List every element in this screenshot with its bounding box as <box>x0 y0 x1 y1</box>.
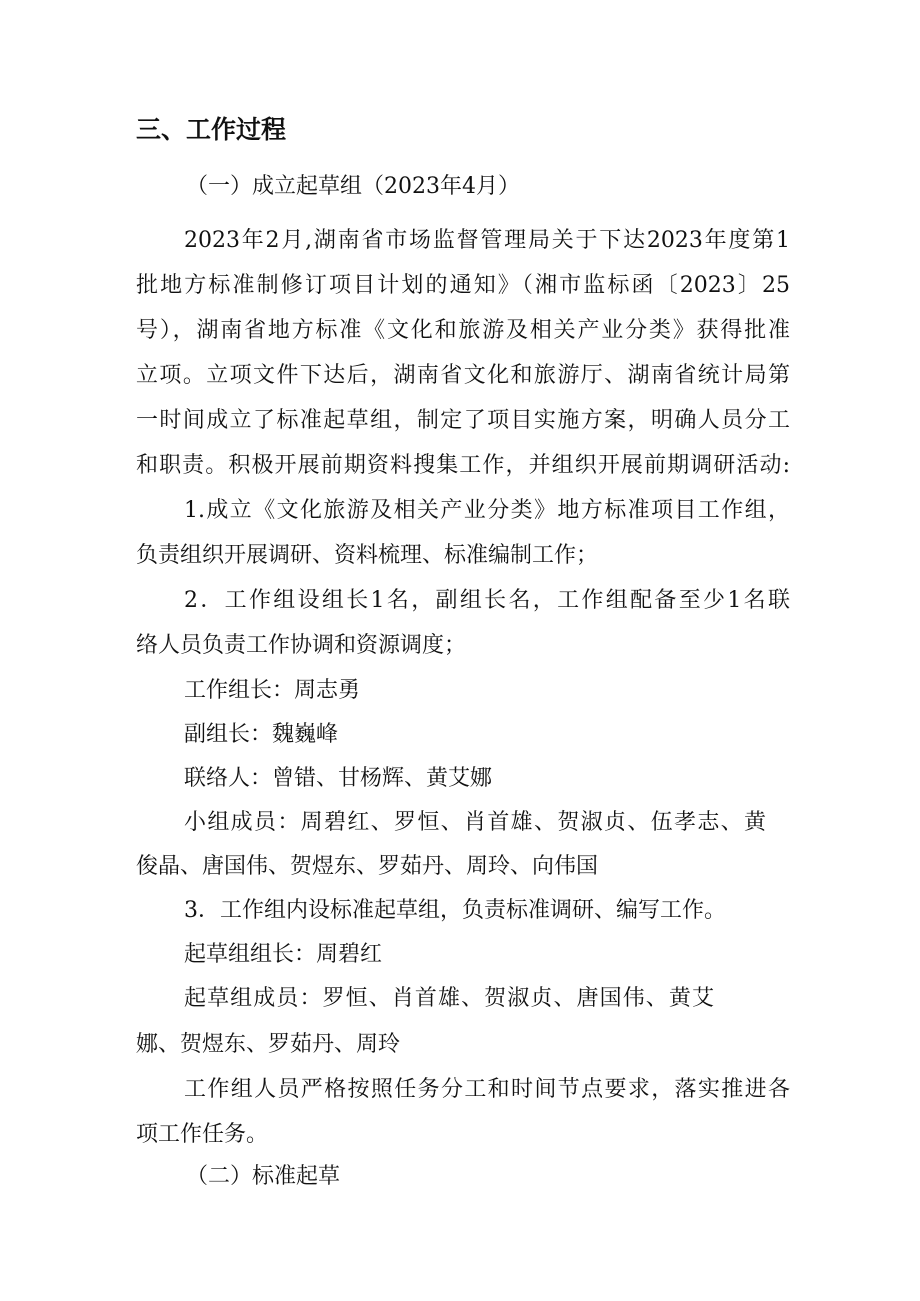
list-item-1-cont: 负责组织开展调研、资料梳理、标准编制工作； <box>136 543 599 568</box>
paragraph-line: 一时间成立了标准起草组，制定了项目实施方案，明确人员分工 <box>136 408 790 433</box>
list-item-2: 2．工作组设组长1名，副组长名，工作组配备至少1名联 <box>184 588 790 613</box>
list-item-3: 3．工作组内设标准起草组，负责标准调研、编写工作。 <box>184 898 726 923</box>
group-members-cont: 俊晶、唐国伟、贺煜东、罗茹丹、周玲、向伟国 <box>136 854 599 879</box>
contacts: 联络人：曾错、甘杨辉、黄艾娜 <box>184 766 493 791</box>
paragraph-line: 和职责。积极开展前期资料搜集工作，并组织开展前期调研活动: <box>136 453 790 478</box>
draft-members-cont: 娜、贺煜东、罗茹丹、周玲 <box>136 1032 401 1057</box>
list-item-2-cont: 络人员负责工作协调和资源调度； <box>136 633 467 658</box>
paragraph-line: 号），湖南省地方标准《文化和旅游及相关产业分类》获得批准 <box>136 318 790 343</box>
paragraph-line: 立项。立项文件下达后，湖南省文化和旅游厅、湖南省统计局第 <box>136 363 790 388</box>
list-item-1: 1.成立《文化旅游及相关产业分类》地方标准项目工作组， <box>184 498 790 523</box>
draft-leader: 起草组组长：周碧红 <box>184 942 383 967</box>
group-members: 小组成员：周碧红、罗恒、肖首雄、贺淑贞、伍孝志、黄 <box>184 810 766 835</box>
section-heading: 三、工作过程 <box>136 115 287 144</box>
closing-line: 工作组人员严格按照任务分工和时间节点要求，落实推进各 <box>184 1077 790 1102</box>
subsection-title-2: （二）标准起草 <box>186 1164 341 1189</box>
closing-line-cont: 项工作任务。 <box>136 1122 269 1147</box>
group-leader: 工作组长：周志勇 <box>184 678 361 703</box>
paragraph-line: 2023年2月,湖南省市场监督管理局关于下达2023年度第1 <box>184 228 790 253</box>
subsection-title-1: （一）成立起草组（2023年4月） <box>186 174 520 199</box>
paragraph-line: 批地方标准制修订项目计划的通知》（湘市监标函〔2023〕25 <box>136 273 790 298</box>
draft-members: 起草组成员：罗恒、肖首雄、贺淑贞、唐国伟、黄艾 <box>184 986 714 1011</box>
deputy-leader: 副组长：魏巍峰 <box>184 722 339 747</box>
